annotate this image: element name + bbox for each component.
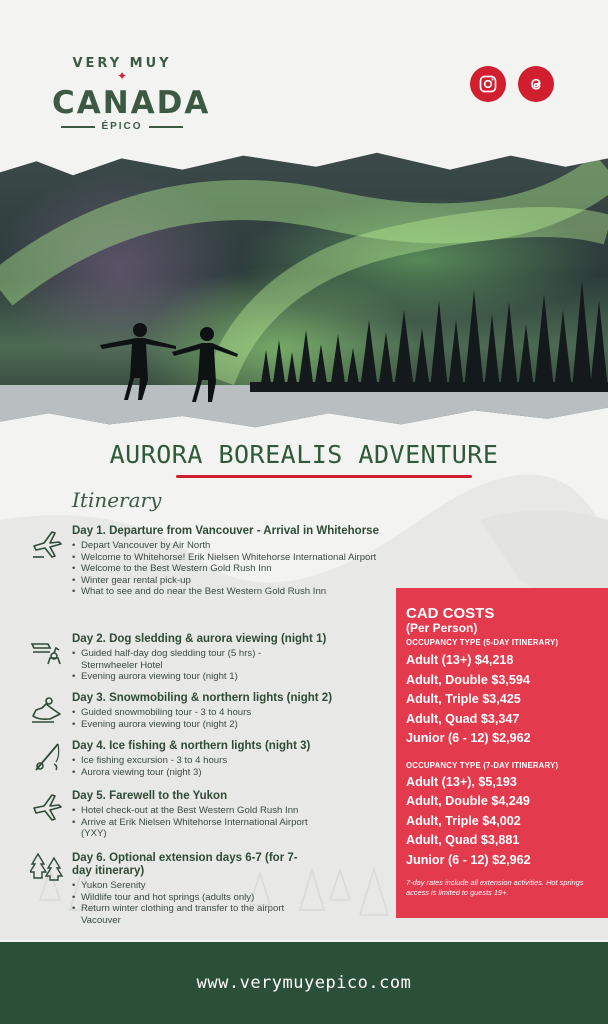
day-2-list bbox=[72, 648, 382, 683]
day-4 bbox=[72, 740, 382, 778]
costs-heading: CAD COSTS bbox=[406, 605, 495, 622]
price-5-junior: Junior (6 - 12) $2,962 bbox=[406, 731, 531, 745]
list-item: • Hotel check-out at the Best Western Gold Rush Inn bbox=[72, 805, 382, 817]
fishing-rod-icon bbox=[30, 740, 64, 774]
list-item: • Welcome to the Best Western Gold Rush Inn bbox=[72, 563, 382, 575]
threads-button[interactable] bbox=[518, 66, 554, 102]
price-7-junior: Junior (6 - 12) $2,962 bbox=[406, 852, 531, 867]
day-2-title: Day 2. Dog sledding & aurora viewing (night 1) bbox=[72, 633, 327, 645]
itinerary-heading: Itinerary bbox=[72, 488, 162, 512]
price-5-triple: Adult, Triple $3,425 bbox=[406, 692, 521, 706]
occupancy-5-day: OCCUPANCY TYPE (5-DAY ITINERARY) bbox=[406, 638, 559, 647]
list-item: • Yukon Serenity bbox=[72, 880, 382, 892]
title-underline bbox=[176, 475, 472, 478]
list-item: • Evening aurora viewing tour (night 1) bbox=[72, 671, 382, 683]
price-7-triple: Adult, Triple $4,002 bbox=[406, 813, 521, 828]
day-6-title: Day 6. Optional extension days 6-7 (for 7-day itinerary) bbox=[72, 852, 298, 877]
price-5-double: Adult, Double $3,594 bbox=[406, 672, 530, 687]
threads-icon bbox=[526, 74, 546, 94]
list-item: • Ice fishing excursion - 3 to 4 hours bbox=[72, 755, 382, 767]
logo-main: CANADA bbox=[52, 85, 211, 121]
day-5-list bbox=[72, 805, 382, 840]
price-7-quad: Adult, Quad $3,881 bbox=[406, 833, 520, 847]
website-link[interactable]: www.verymuyepico.com bbox=[196, 973, 412, 993]
brand-logo[interactable] bbox=[52, 56, 211, 132]
price-7-double: Adult, Double $4,249 bbox=[406, 794, 530, 808]
dog-sled-icon bbox=[30, 634, 64, 668]
list-item: • Guided half-day dog sledding tour (5 hrs) - Sternwheeler Hotel bbox=[72, 648, 302, 671]
aurora-photo bbox=[0, 150, 608, 430]
day-3-list bbox=[72, 707, 382, 730]
list-item: • Aurora viewing tour (night 3) bbox=[72, 767, 382, 779]
list-item: • What to see and do near the Best Western Gold Rush Inn bbox=[72, 586, 382, 598]
day-2 bbox=[72, 633, 382, 683]
list-item: • Evening aurora viewing tour (night 2) bbox=[72, 719, 382, 731]
airplane-icon bbox=[30, 526, 64, 560]
instagram-icon bbox=[478, 74, 498, 94]
day-3-title: Day 3. Snowmobiling & northern lights (night 2) bbox=[72, 692, 333, 704]
logo-top: VERY MUY bbox=[72, 56, 172, 71]
price-5-quad: Adult, Quad $3,347 bbox=[406, 711, 520, 726]
day-6-list bbox=[72, 880, 382, 926]
pine-trees-icon bbox=[30, 850, 64, 884]
logo-sub: ÉPICO bbox=[52, 121, 192, 132]
snowmobile-icon bbox=[30, 692, 64, 726]
list-item: • Depart Vancouver by Air North bbox=[72, 540, 382, 552]
day-6 bbox=[72, 852, 382, 926]
day-1 bbox=[72, 525, 382, 598]
occupancy-7-day: OCCUPANCY TYPE (7-DAY ITINERARY) bbox=[406, 760, 559, 770]
day-5 bbox=[72, 790, 382, 840]
day-5-title: Day 5. Farewell to the Yukon bbox=[72, 790, 228, 802]
day-1-title: Day 1. Departure from Vancouver - Arrival in Whitehorse bbox=[72, 525, 379, 537]
costs-note: 7-day rates include all extension activities. Hot springs access is limited to guests 19+. bbox=[406, 878, 584, 897]
page-title: AURORA BOREALIS ADVENTURE bbox=[109, 440, 499, 469]
footer bbox=[0, 942, 608, 1024]
costs-subheading: (Per Person) bbox=[406, 621, 478, 635]
day-1-list bbox=[72, 540, 382, 598]
list-item: • Wildlife tour and hot springs (adults only) bbox=[72, 892, 382, 904]
instagram-button[interactable] bbox=[470, 66, 506, 102]
maple-leaf-icon: ✦ bbox=[116, 69, 128, 83]
list-item: • Welcome to Whitehorse! Erik Nielsen Whitehorse International Airport bbox=[72, 552, 382, 564]
costs-card bbox=[396, 588, 608, 918]
list-item: • Winter gear rental pick-up bbox=[72, 575, 382, 587]
airplane-icon bbox=[30, 790, 64, 824]
price-5-adult: Adult (13+) $4,218 bbox=[406, 653, 514, 667]
list-item: • Guided snowmobiling tour - 3 to 4 hours bbox=[72, 707, 382, 719]
price-7-adult: Adult (13+), $5,193 bbox=[406, 774, 517, 789]
list-item: • Return winter clothing and transfer to the airport Vacouver bbox=[72, 903, 312, 926]
day-3 bbox=[72, 692, 382, 730]
day-4-list bbox=[72, 755, 382, 778]
day-4-title: Day 4. Ice fishing & northern lights (night 3) bbox=[72, 740, 311, 752]
list-item: • Arrive at Erik Nielsen Whitehorse International Airport (YXY) bbox=[72, 817, 322, 840]
